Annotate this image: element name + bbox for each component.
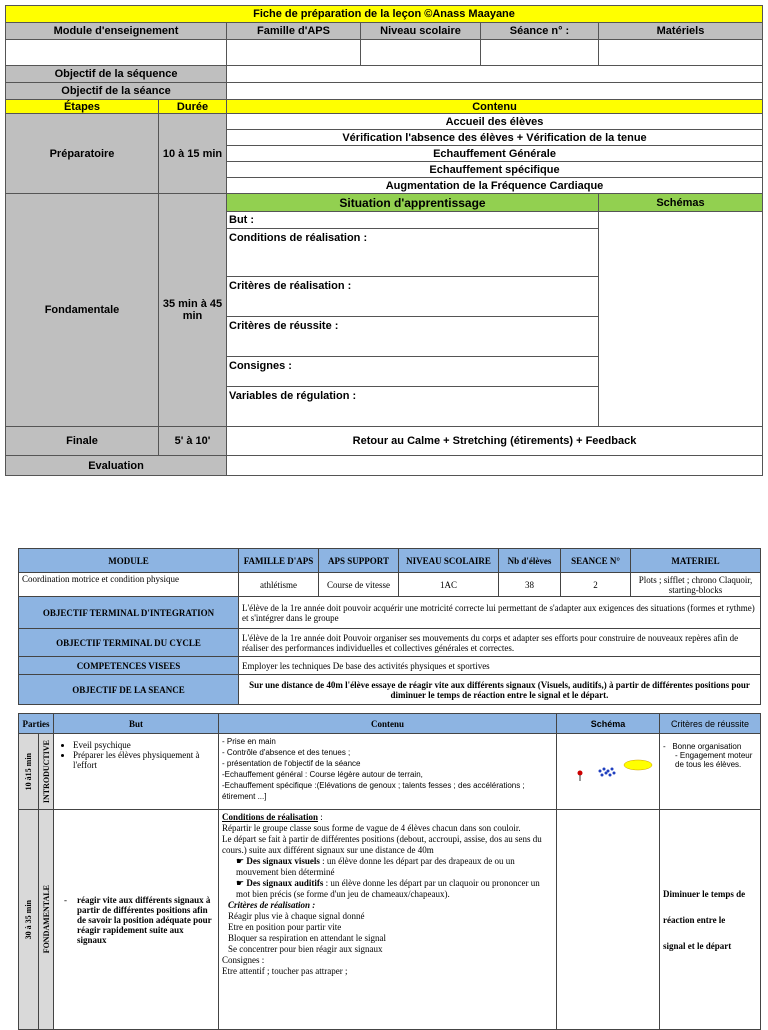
header-famille: FAMILLE D'APS bbox=[239, 549, 319, 573]
niveau-value bbox=[361, 40, 481, 66]
conditions-field: Conditions de réalisation : bbox=[227, 229, 599, 277]
header-materiels: Matériels bbox=[599, 23, 763, 40]
coach-marker bbox=[578, 770, 583, 775]
intro-but-item: • Préparer les élèves physiquement à l'effort bbox=[73, 750, 215, 770]
fond-but-text: réagir vite aux différents signaux à partir de différentes positions afin de savoir la position adéquate pour réagir rapidement suite aux signaux bbox=[77, 894, 212, 945]
prep-item: Echauffement spécifique bbox=[227, 162, 763, 178]
objectif-sequence-value bbox=[227, 66, 763, 83]
crit-item: Se concentrer pour bien réagir aux signaux bbox=[228, 944, 383, 954]
header-aps-support: APS SUPPORT bbox=[319, 549, 399, 573]
auditifs-title: Des signaux auditifs bbox=[246, 878, 324, 888]
objectif-sequence-label: Objectif de la séquence bbox=[6, 66, 227, 83]
intro-contenu-line: - Contrôle d'absence et des tenues ; bbox=[222, 748, 351, 757]
students-group bbox=[599, 767, 616, 776]
nb-eleves-value: 38 bbox=[499, 573, 561, 597]
header-niveau: Niveau scolaire bbox=[361, 23, 481, 40]
finale-label: Finale bbox=[6, 427, 159, 456]
hand-icon: ☛ bbox=[236, 878, 245, 888]
seance-value bbox=[481, 40, 599, 66]
oti-label: OBJECTIF TERMINAL D'INTEGRATION bbox=[19, 597, 239, 629]
conditions-title: Conditions de réalisation bbox=[222, 812, 319, 822]
niveau-value: 1AC bbox=[399, 573, 499, 597]
cond-line: Répartir le groupe classe sous forme de vague de 4 élèves chacun dans son couloir. bbox=[222, 823, 521, 833]
prep-item: Vérification l'absence des élèves + Vérification de la tenue bbox=[227, 130, 763, 146]
objectif-label: OBJECTIF DE LA SEANCE bbox=[19, 675, 239, 705]
header-niveau: NIVEAU SCOLAIRE bbox=[399, 549, 499, 573]
aps-value: Course de vitesse bbox=[319, 573, 399, 597]
intro-criteres bbox=[660, 734, 761, 810]
fond-schema bbox=[557, 810, 660, 1030]
cond-line: Le départ se fait à partir de différentes positions (debout, accroupi, assise, dos au sens du cours.) suite aux différent signaux sur une distance de 40m bbox=[222, 834, 542, 855]
fond-label: FONDAMENTALE bbox=[41, 885, 51, 954]
famille-value bbox=[227, 40, 361, 66]
schemas-header: Schémas bbox=[599, 194, 763, 212]
competences-label: COMPETENCES VISEES bbox=[19, 657, 239, 675]
preparatoire-label: Préparatoire bbox=[6, 114, 159, 194]
objectif-text: Sur une distance de 40m l'élève essaye de réagir vite aux différents signaux (Visuels, auditifs,) à partir de différentes positions pour diminuer le temps de réaction entre le signal et le départ. bbox=[239, 675, 761, 705]
duree-header: Durée bbox=[159, 100, 227, 114]
objectif-seance-value bbox=[227, 83, 763, 100]
fond-crit-line: réaction entre le bbox=[663, 914, 726, 925]
intro-crit-item: - Bonne organisation bbox=[663, 742, 742, 751]
intro-label: INTRODUCTIVE bbox=[41, 739, 51, 804]
header-seance: SEANCE N° bbox=[561, 549, 631, 573]
criteres-realisation-field: Critères de réalisation : bbox=[227, 277, 599, 317]
materiels-value bbox=[599, 40, 763, 66]
header-nb-eleves: Nb d'élèves bbox=[499, 549, 561, 573]
prep-item: Augmentation de la Fréquence Cardiaque bbox=[227, 178, 763, 194]
but-field: But : bbox=[227, 212, 599, 229]
competences-text: Employer les techniques De base des activités physiques et sportives bbox=[239, 657, 761, 675]
seance-value: 2 bbox=[561, 573, 631, 597]
intro-contenu-line: -Echauffement spécifique :(Elévations de genoux ; talents fesses ; des accélérations ; étirement ...] bbox=[222, 781, 525, 801]
preparatoire-duree: 10 à 15 min bbox=[159, 114, 227, 194]
fond-criteres bbox=[660, 810, 761, 1030]
fond-duree: 30 à 35 min bbox=[24, 899, 33, 940]
materiel-value: Plots ; sifflet ; chrono Claquoir, starting-blocks bbox=[631, 573, 761, 597]
header-famille: Famille d'APS bbox=[227, 23, 361, 40]
criteres-reussite-field: Critères de réussite : bbox=[227, 317, 599, 357]
fond-but: - réagir vite aux différents signaux à partir de différentes positions afin de savoir la position adéquate pour réagir rapidement suite aux signaux bbox=[54, 810, 219, 1030]
intro-contenu-line: -Echauffement général : Course légère autour de terrain, bbox=[222, 770, 423, 779]
consignes-field: Consignes : bbox=[227, 357, 599, 387]
header-materiel: MATERIEL bbox=[631, 549, 761, 573]
module-value: Coordination motrice et condition physique bbox=[19, 573, 239, 597]
intro-contenu bbox=[219, 734, 557, 810]
visuels-title: Des signaux visuels bbox=[246, 856, 320, 866]
crit-item: Etre en position pour partir vite bbox=[228, 922, 342, 932]
yellow-zone bbox=[624, 760, 652, 770]
intro-crit-item: - Engagement moteur de tous les élèves. bbox=[675, 751, 753, 769]
header-schema: Schéma bbox=[557, 714, 660, 734]
criteres-title: Critères de réalisation : bbox=[228, 900, 316, 910]
header-parties: Parties bbox=[19, 714, 54, 734]
header-but: But bbox=[54, 714, 219, 734]
intro-schema bbox=[557, 734, 660, 810]
schemas-area bbox=[599, 212, 763, 427]
contenu-header: Contenu bbox=[227, 100, 763, 114]
otc-label: OBJECTIF TERMINAL DU CYCLE bbox=[19, 629, 239, 657]
hand-icon: ☛ bbox=[236, 856, 245, 866]
objectif-seance-label: Objectif de la séance bbox=[6, 83, 227, 100]
intro-contenu-line: - Prise en main bbox=[222, 737, 276, 746]
finale-duree: 5' à 10' bbox=[159, 427, 227, 456]
sheet-title: Fiche de préparation de la leçon ©Anass Maayane bbox=[6, 6, 763, 23]
lesson-plan-table bbox=[18, 713, 761, 1030]
course-info-table bbox=[18, 548, 761, 705]
header-criteres: Critères de réussite bbox=[660, 714, 761, 734]
fond-contenu: Conditions de réalisation : Répartir le groupe classe sous forme de vague de 4 élèves chacun dans son couloir. Le départ se fait à partir de différentes positions (debout, accroupi, assise, dos au sens du cours.) suite aux différent signaux sur une distance de 40m ☛ Des signaux visuels : un élève donne les départ par des drapeaux de ou un mouvement bien déterminé ☛ Des signaux auditifs : un élève donne les départ par un claquoir ou prononcer un mot bien précis (se forme d'un jeu de chameaux/chapeaux). Critères de réalisation : Réagir plus vie à chaque signal donné Etre en position pour partir vite Bloquer sa respiration en attendant le signal Se concentrer pour bien réagir aux signaux Consignes : Etre attentif ; toucher pas attraper ; bbox=[219, 810, 557, 1030]
fondamentale-duree: 35 min à 45 min bbox=[159, 194, 227, 427]
module-value bbox=[6, 40, 227, 66]
auditifs-text: : un élève donne les départ par un claquoir ou prononcer un mot bien précis (se forme d'un jeu de chameaux/chapeaux). bbox=[236, 878, 540, 899]
consignes-title: Consignes : bbox=[222, 955, 265, 965]
prep-item: Accueil des élèves bbox=[227, 114, 763, 130]
header-module: Module d'enseignement bbox=[6, 23, 227, 40]
intro-duree: 10 à15 min bbox=[24, 752, 33, 791]
evaluation-value bbox=[227, 456, 763, 476]
crit-item: Réagir plus vie à chaque signal donné bbox=[228, 911, 365, 921]
header-seance: Séance n° : bbox=[481, 23, 599, 40]
crit-item: Bloquer sa respiration en attendant le signal bbox=[228, 933, 386, 943]
fondamentale-label: Fondamentale bbox=[6, 194, 159, 427]
finale-contenu: Retour au Calme + Stretching (étirements) + Feedback bbox=[227, 427, 763, 456]
variables-field: Variables de régulation : bbox=[227, 387, 599, 427]
warmup-diagram bbox=[560, 751, 655, 791]
oti-text: L'élève de la 1re année doit pouvoir acquérir une motricité correcte lui permettant de s'adapter aux exigences des situations (formes et rythme) et s'intégrer dans le groupe bbox=[239, 597, 761, 629]
otc-text: L'élève de la 1re année doit Pouvoir organiser ses mouvements du corps et adapter ses efforts pour construire de nouveaux repères afin de réaliser des performances individuelles et collectives générales et correctes. bbox=[239, 629, 761, 657]
etapes-header: Étapes bbox=[6, 100, 159, 114]
intro-but-item: • Eveil psychique bbox=[73, 740, 215, 750]
famille-value: athlétisme bbox=[239, 573, 319, 597]
visuels-text: : un élève donne les départ par des drapeaux de ou un mouvement bien déterminé bbox=[236, 856, 515, 877]
fond-crit-line: signal et le départ bbox=[663, 940, 732, 951]
intro-contenu-line: - présentation de l'objectif de la séance bbox=[222, 759, 361, 768]
fond-crit-line: Diminuer le temps de bbox=[663, 888, 746, 899]
header-contenu: Contenu bbox=[219, 714, 557, 734]
evaluation-label: Evaluation bbox=[6, 456, 227, 476]
intro-but bbox=[54, 734, 219, 810]
consignes-text: Etre attentif ; toucher pas attraper ; bbox=[222, 966, 348, 976]
lesson-template-table bbox=[5, 5, 763, 476]
prep-item: Echauffement Générale bbox=[227, 146, 763, 162]
header-module: MODULE bbox=[19, 549, 239, 573]
situation-header: Situation d'apprentissage bbox=[227, 194, 599, 212]
